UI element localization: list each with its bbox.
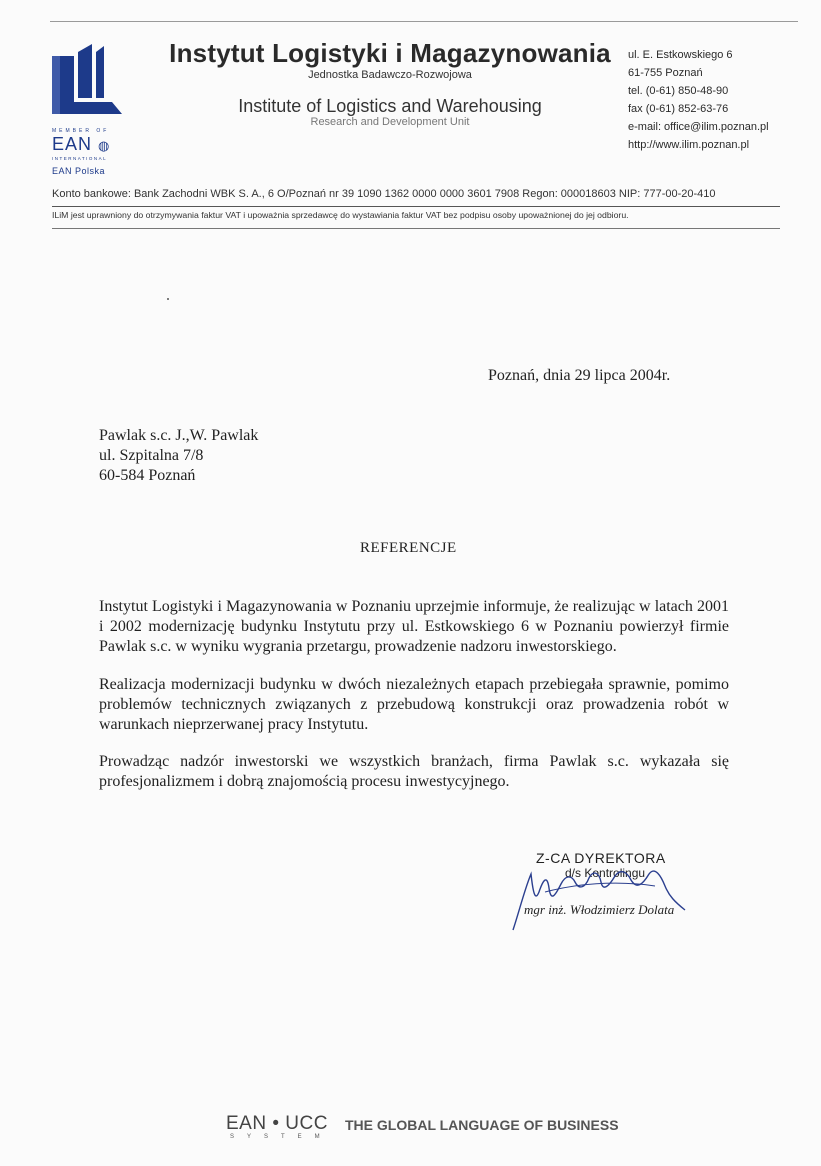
signatory-name: mgr inż. Włodzimierz Dolata — [524, 902, 675, 917]
header-divider-bottom — [52, 228, 780, 229]
ean-member-badge — [52, 128, 132, 161]
footer-slogan: THE GLOBAL LANGUAGE OF BUSINESS — [345, 1117, 619, 1133]
contact-block — [628, 46, 769, 154]
institute-name-pl: Instytut Logistyki i Magazynowania — [169, 38, 611, 68]
ilim-logo-icon — [52, 42, 124, 122]
top-border-line — [50, 21, 798, 22]
contact-email: e-mail: office@ilim.poznan.pl — [628, 121, 769, 133]
handwritten-signature-icon — [505, 862, 695, 932]
ean-member-label: MEMBER OF — [52, 128, 110, 134]
letter-date: Poznań, dnia 29 lipca 2004r. — [488, 367, 671, 384]
institute-sub-en: Research and Development Unit — [310, 116, 470, 128]
recipient-line-3: 60-584 Poznań — [99, 467, 196, 484]
signatory-subtitle: d/s Kontrolingu — [565, 866, 646, 880]
paragraph-3: Prowadząc nadzór inwestorski we wszystkich branżach, firma Pawlak s.c. wykazała się profesjonalizmem i dobrą znajomością procesu inwestycyjnego. — [99, 753, 729, 790]
recipient-line-1: Pawlak s.c. J.,W. Pawlak — [99, 427, 259, 444]
institute-sub-pl: Jednostka Badawczo-Rozwojowa — [308, 69, 472, 81]
vat-notice: ILiM jest uprawniony do otrzymywania faktur VAT i upoważnia sprzedawcę do wystawiania faktur VAT bez podpisu osoby upoważnionej do jej odbioru. — [52, 210, 629, 220]
recipient-address — [99, 426, 258, 486]
contact-address: ul. E. Estkowskiego 6 — [628, 49, 733, 61]
paragraph-1: Instytut Logistyki i Magazynowania w Poznaniu uprzejmie informuje, że realizując w latach 2001 i 2002 modernizację budynku Instytutu przy ul. Estkowskiego 6 w Poznaniu powierzył firmie Pawlak s.c. w wyniku wygrania przetargu, prowadzenie nadzoru inwestorskiego. — [99, 598, 729, 655]
institute-name-en: Institute of Logistics and Warehousing — [238, 96, 542, 116]
ean-globe-icon: ◍ — [98, 138, 111, 153]
contact-city: 61-755 Poznań — [628, 67, 703, 79]
ean-polska-label: EAN Polska — [52, 166, 106, 176]
ean-wordmark — [52, 134, 132, 156]
footer-system-label: SYSTEM — [230, 1134, 333, 1140]
letter-heading: REFERENCJE — [360, 540, 457, 556]
header-divider — [52, 206, 780, 207]
scan-speck — [167, 298, 169, 300]
contact-tel: tel. (0-61) 850-48-90 — [628, 85, 729, 97]
ean-word: EAN — [52, 134, 93, 154]
paragraph-2: Realizacja modernizacji budynku w dwóch niezależnych etapach przebiegała sprawnie, pomimo problemów technicznych związanych z przebudową konstrukcji oraz prowadzenia robót w warunkach nieprzerwanej pracy Instytutu. — [99, 676, 729, 733]
contact-fax: fax (0-61) 852-63-76 — [628, 103, 729, 115]
ean-international-label: INTERNATIONAL — [52, 156, 108, 161]
contact-web: http://www.ilim.poznan.pl — [628, 139, 750, 151]
recipient-line-2: ul. Szpitalna 7/8 — [99, 447, 204, 464]
signatory-title: Z-CA DYREKTORA — [536, 850, 666, 866]
bank-account-line: Konto bankowe: Bank Zachodni WBK S. A., 6 O/Poznań nr 39 1090 1362 0000 0000 3601 7908 Regon: 000018603 NIP: 777-00-20-410 — [52, 188, 716, 200]
footer-ean-ucc-logo: EAN • UCC — [226, 1113, 328, 1134]
